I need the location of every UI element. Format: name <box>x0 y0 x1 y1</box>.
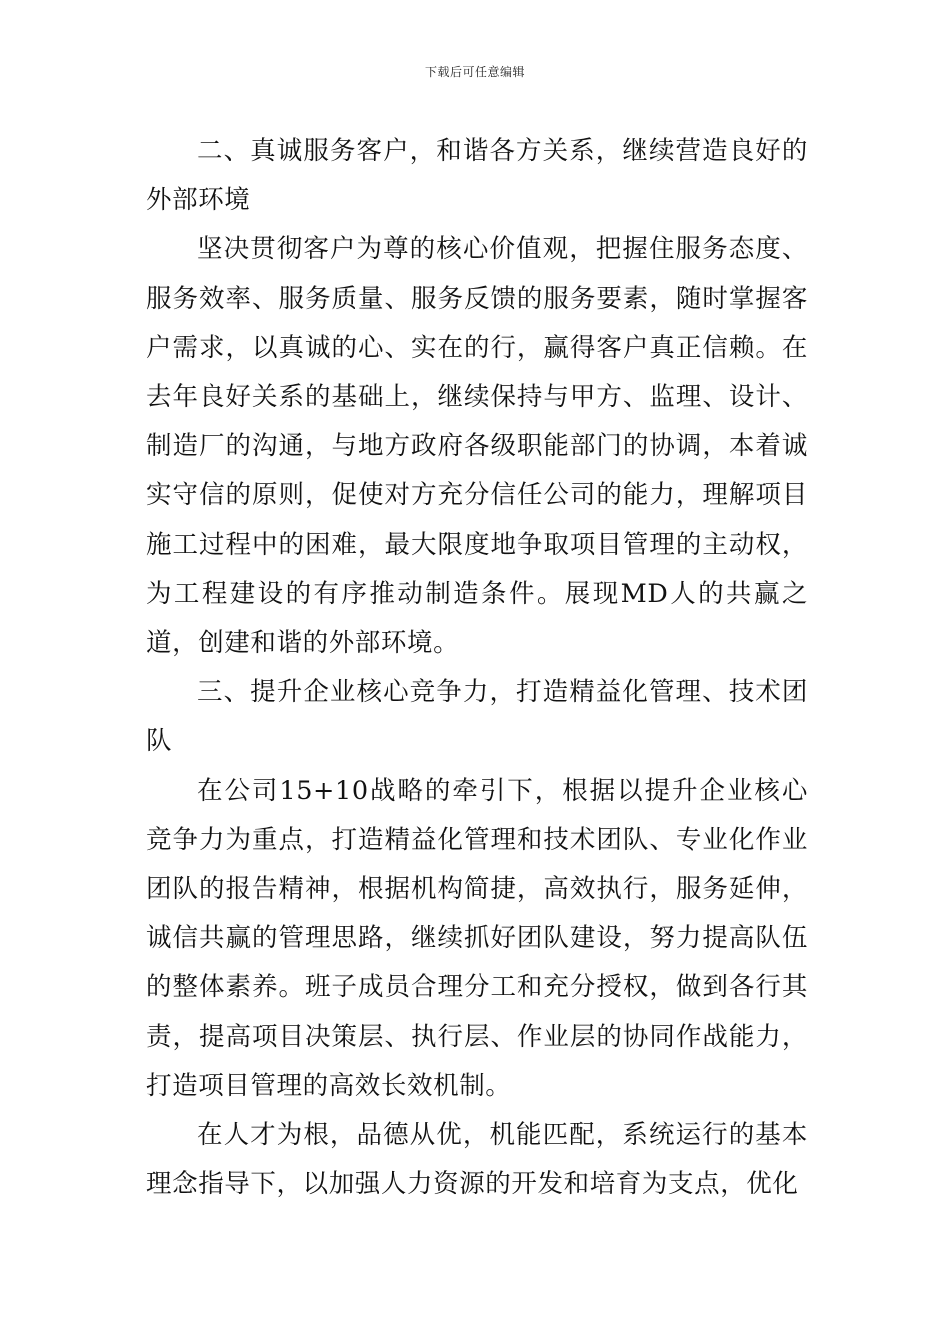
section-heading-3: 三、提升企业核心竞争力，打造精益化管理、技术团队 <box>146 677 808 757</box>
paragraph-talent: 在人才为根，品德从优，机能匹配，系统运行的基本理念指导下，以加强人力资源的开发和培育为支点，优化 <box>146 1120 808 1200</box>
paragraph-team-building: 在公司15+10战略的牵引下，根据以提升企业核心竞争力为重点，打造精益化管理和技术团队、专业化作业团队的报告精神，根据机构简捷，高效执行，服务延伸，诚信共赢的管理思路，继续抓好团队建设，努力提高队伍的整体素养。班子成员合理分工和充分授权，做到各行其责，提高项目决策层、执行层、作业层的协同作战能力，打造项目管理的高效长效机制。 <box>146 775 808 1101</box>
document-body <box>146 127 808 1209</box>
section-heading-2: 二、真诚服务客户，和谐各方关系，继续营造良好的外部环境 <box>146 136 808 216</box>
page-header: 下载后可任意编辑 <box>424 65 525 79</box>
paragraph-customer-service: 坚决贯彻客户为尊的核心价值观，把握住服务态度、服务效率、服务质量、服务反馈的服务要素，随时掌握客户需求，以真诚的心、实在的行，赢得客户真正信赖。在去年良好关系的基础上，继续保持与甲方、监理、设计、制造厂的沟通，与地方政府各级职能部门的协调，本着诚实守信的原则，促使对方充分信任公司的能力，理解项目施工过程中的困难，最大限度地争取项目管理的主动权，为工程建设的有序推动制造条件。展现MD人的共赢之道，创建和谐的外部环境。 <box>146 234 808 659</box>
